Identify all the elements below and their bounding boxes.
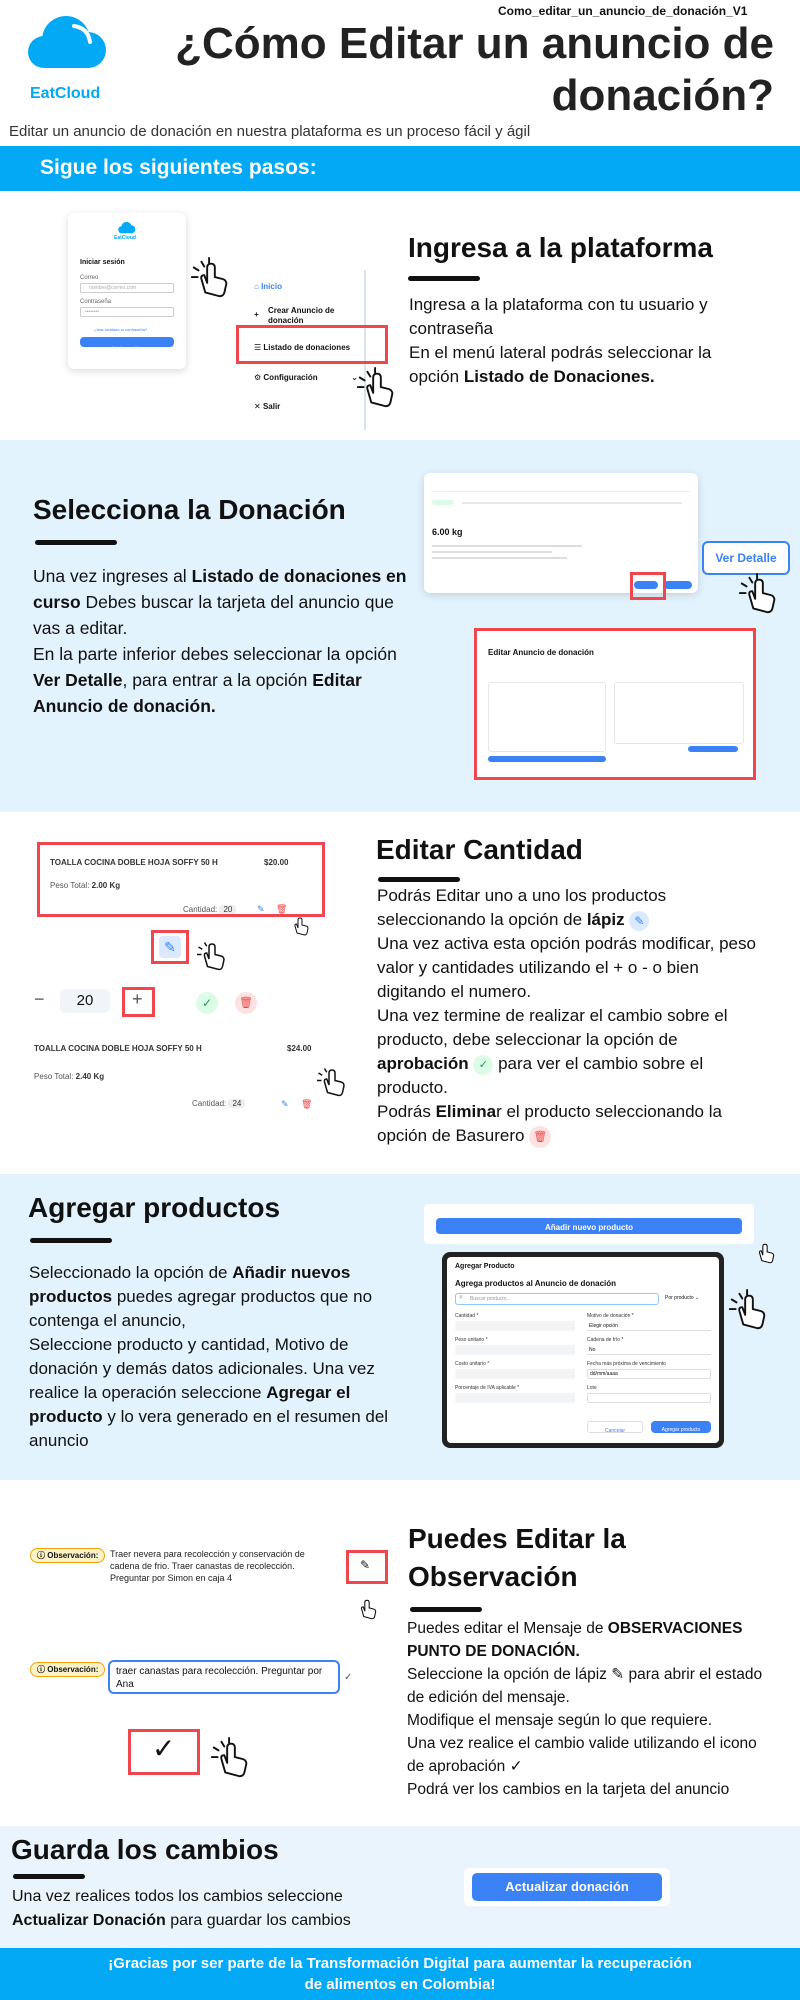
- fecha-field[interactable]: [587, 1369, 711, 1379]
- costo-field[interactable]: [455, 1369, 575, 1379]
- product1-weight-label: Peso Total:: [50, 881, 90, 890]
- search-filter-label: Por producto: [665, 1295, 694, 1301]
- step1-text2: [409, 341, 749, 389]
- step4-t1-bold: Añadir nuevos productos: [29, 1263, 351, 1306]
- product1-name: TOALLA COCINA DOBLE HOJA SOFFY 50 H: [50, 858, 218, 867]
- step5-t2-plain: Seleccione la opción de lápiz: [407, 1666, 612, 1683]
- step6-text: [12, 1885, 372, 1933]
- lote-label: Lote: [587, 1385, 597, 1391]
- step5-title-line1: Puedes Editar la: [408, 1523, 626, 1554]
- doc-id: Como_editar_un_anuncio_de_donación_V1: [498, 4, 748, 18]
- menu-item-config[interactable]: [254, 373, 358, 382]
- password-label: Contraseña: [80, 299, 112, 305]
- menu-inicio-label: Inicio: [261, 282, 282, 291]
- modal-title: Agregar Producto: [455, 1263, 515, 1270]
- obs-text-1: Traer nevera para recolección y conservación de cadena de frio. Traer canastas de recolección. Preguntar por Simon en caja 4: [110, 1549, 305, 1583]
- step2-t3: En la parte inferior debes seleccionar la opción: [33, 644, 397, 664]
- add-product-bar: [424, 1204, 754, 1244]
- menu-salir-label: Salir: [262, 402, 281, 411]
- product2-qty-label: Cantidad:: [192, 1099, 227, 1108]
- step3-p3-bold: aprobación: [377, 1054, 469, 1073]
- email-label: Correo: [80, 275, 99, 281]
- step4-text: [29, 1261, 409, 1453]
- product1-pencil-icon[interactable]: ✎: [257, 904, 265, 914]
- edit-form-summary: [614, 682, 744, 744]
- obs-check-small-icon: ✓: [344, 1672, 353, 1683]
- cadena-value: No: [589, 1347, 596, 1353]
- page-title-line1: ¿Cómo Editar un anuncio de: [175, 19, 774, 68]
- product1-qty-value: 20: [219, 905, 236, 914]
- step5-text: [407, 1617, 769, 1801]
- pointing-hand-icon-8: [726, 1288, 772, 1334]
- step3-p3-plain: Una vez termine de realizar el cambio sobre el producto, debe seleccionar la opción de: [377, 1006, 728, 1049]
- login-heading: Iniciar sesión: [80, 259, 125, 266]
- footer-line1: ¡Gracias por ser parte de la Transformación Digital para aumentar la recuperación: [108, 1955, 692, 1972]
- login-submit-button[interactable]: [80, 337, 174, 352]
- modal-cancel-button[interactable]: [587, 1421, 643, 1433]
- page-title-line2: donación?: [551, 71, 774, 120]
- product2-name: TOALLA COCINA DOBLE HOJA SOFFY 50 H: [34, 1044, 202, 1053]
- stepper-value: 20: [76, 992, 94, 1009]
- step2-underline: [35, 540, 117, 545]
- trash-icon: 🗑: [239, 997, 253, 1009]
- step3-p4-bold: Elimina: [435, 1102, 497, 1121]
- password-placeholder: ••••••••: [85, 309, 100, 315]
- list-icon: ☰: [254, 343, 264, 352]
- product1-qty: [183, 905, 236, 914]
- add-product-modal: [447, 1257, 719, 1443]
- step3-text: [377, 884, 767, 1148]
- cantidad-field[interactable]: [455, 1321, 575, 1331]
- close-icon: ✕: [254, 402, 263, 411]
- page-title: [154, 18, 774, 122]
- product2-pencil-icon[interactable]: ✎: [281, 1099, 289, 1109]
- step3-p3-tail: para ver el cambio sobre el producto.: [377, 1054, 704, 1097]
- status-track: [462, 502, 682, 504]
- step5-t1-bold: OBSERVACIONES PUNTO DE DONACIÓN.: [407, 1620, 743, 1660]
- delete-trash-button[interactable]: [235, 992, 257, 1014]
- step5-t3: Modifique el mensaje según lo que requiere.: [407, 1712, 713, 1729]
- cantidad-label: Cantidad *: [455, 1313, 479, 1319]
- modal-agregar-button[interactable]: [651, 1421, 711, 1433]
- step5-t2-tail: para abrir el estado de edición del mensaje.: [407, 1666, 763, 1706]
- steps-banner: [0, 146, 800, 191]
- step1-text2-plain: En el menú lateral podrás seleccionar la opción: [409, 343, 712, 386]
- fecha-label: Fecha más próxima de vencimiento: [587, 1361, 666, 1367]
- step4-title: Agregar productos: [28, 1192, 281, 1223]
- step3-p1-bold: lápiz: [586, 910, 625, 929]
- obs-text-2: traer canastas para recolección. Preguntar por Ana: [116, 1666, 323, 1690]
- search-placeholder: Buscar producto...: [470, 1296, 511, 1302]
- step1-text2-bold: Listado de Donaciones.: [463, 367, 655, 386]
- trash-inline-icon: 🗑: [529, 1126, 551, 1148]
- step2-t4-bold: Editar Anuncio de donación.: [33, 670, 362, 716]
- motivo-select[interactable]: [587, 1321, 711, 1331]
- porcentaje-label: Porcentaje de IVA aplicable *: [455, 1385, 520, 1391]
- search-icon: ⌕: [459, 1294, 463, 1301]
- pointing-hand-icon-7: [752, 1240, 778, 1266]
- motivo-label: Motivo de donación *: [587, 1313, 634, 1319]
- product2-qty-value: 24: [228, 1099, 245, 1108]
- step3-p4-a: Podrás: [377, 1102, 436, 1121]
- pencil-edit-button[interactable]: [159, 936, 181, 958]
- step5-underline: [410, 1607, 482, 1612]
- info-icon-2: ⓘ: [37, 1665, 48, 1674]
- product2-trash-icon[interactable]: 🗑: [301, 1099, 313, 1109]
- obs-badge-1: [30, 1548, 105, 1563]
- step1-text: [409, 293, 749, 389]
- pointing-hand-icon-10: [208, 1736, 254, 1782]
- check-inline-icon-2: ✓: [509, 1758, 523, 1775]
- step1-underline: [408, 276, 480, 281]
- actualizar-donacion-button[interactable]: [472, 1873, 662, 1901]
- menu-listado-label: Listado de donaciones: [263, 343, 351, 352]
- step6-underline: [13, 1874, 85, 1879]
- ver-detalle-button[interactable]: [702, 541, 790, 575]
- step6-t1-bold: Actualizar Donación: [12, 1912, 166, 1929]
- product-search-input[interactable]: [455, 1293, 659, 1305]
- login-brand: EatCloud: [114, 235, 136, 241]
- step3-p4-b: r el producto seleccionando la opción de Basurero: [377, 1102, 722, 1145]
- lote-field[interactable]: [587, 1393, 711, 1403]
- step3-p1-plain: Podrás Editar uno a uno los productos seleccionando la opción de: [377, 886, 667, 929]
- step5-t1-plain: Puedes editar el Mensaje de: [407, 1620, 608, 1637]
- obs-label-2: Observación:: [47, 1665, 99, 1674]
- pointing-hand-icon-2: [354, 366, 400, 412]
- product1-price: $20.00: [264, 858, 289, 867]
- pencil-icon: ✎: [164, 939, 176, 955]
- menu-crear-label: Crear Anuncio de donación: [268, 306, 335, 325]
- modal-heading: Agrega productos al Anuncio de donación: [455, 1279, 617, 1288]
- step5-t4-plain: Una vez realice el cambio valide utilizando el icono de aprobación: [407, 1735, 757, 1775]
- pointing-hand-icon: [188, 256, 234, 302]
- step4-t1: Seleccionado la opción de: [29, 1263, 233, 1282]
- pointing-hand-icon-3: [736, 572, 782, 618]
- product1-trash-icon[interactable]: 🗑: [276, 904, 288, 914]
- mini-cloud-icon: [116, 221, 138, 235]
- card-divider: [432, 491, 690, 492]
- product1-weight-value: 2.00 Kg: [91, 881, 121, 890]
- obs-approve-button[interactable]: ✓: [152, 1733, 176, 1764]
- info-icon: ⓘ: [37, 1551, 48, 1560]
- add-new-product-label: Añadir nuevo producto: [545, 1223, 633, 1232]
- pencil-inline-icon: ✎: [629, 911, 649, 931]
- approve-check-button[interactable]: [196, 992, 218, 1014]
- highlight-listado: [236, 325, 388, 364]
- ver-detalle-label: Ver Detalle: [715, 551, 777, 565]
- step3-p4: [377, 1100, 767, 1148]
- step2-text: [33, 563, 423, 719]
- step6-t1: Una vez realices todos los cambios seleccione: [12, 1888, 343, 1905]
- edit-form-add-bar[interactable]: [488, 756, 606, 762]
- step5-t5: Podrá ver los cambios en la tarjeta del anuncio: [407, 1781, 730, 1798]
- product2-weight: [34, 1072, 104, 1081]
- stepper-value-field[interactable]: [60, 989, 110, 1013]
- card-status-row: [432, 499, 690, 507]
- cloud-logo-icon: [26, 12, 110, 76]
- pointing-hand-icon-4: [288, 914, 312, 938]
- pointing-hand-icon-9: [354, 1596, 380, 1622]
- cadena-label: Cadena de frío *: [587, 1337, 624, 1343]
- brand-name: EatCloud: [30, 85, 101, 102]
- chevron-down-icon: ⌄: [351, 373, 358, 382]
- product2-weight-value: 2.40 Kg: [75, 1072, 105, 1081]
- obs-edit-textarea[interactable]: [108, 1660, 340, 1694]
- step4-t4: y lo vera generado en el resumen del anuncio: [29, 1407, 389, 1450]
- obs-pencil-button[interactable]: ✎: [360, 1558, 371, 1572]
- home-icon: ⌂: [254, 282, 262, 291]
- step2-title: Selecciona la Donación: [33, 494, 346, 525]
- stepper-minus-button[interactable]: −: [34, 989, 45, 1009]
- add-new-product-button[interactable]: [436, 1218, 742, 1234]
- modal-agregar-label: Agregar producto: [661, 1427, 701, 1433]
- forgot-link[interactable]: ¿Has olvidado tu contraseña?: [94, 327, 148, 332]
- footer-line2: de alimentos en Colombia!: [304, 1976, 496, 1993]
- step4-t3: Seleccione producto y cantidad, Motivo de donación y demás datos adicionales. Una vez realice la operación seleccione: [29, 1335, 375, 1402]
- obs-label-1: Observación:: [47, 1551, 99, 1560]
- porcentaje-field[interactable]: [455, 1393, 575, 1403]
- update-button-wrap: [464, 1868, 670, 1906]
- eatcloud-logo: [26, 12, 110, 102]
- stepper-plus-button[interactable]: +: [132, 989, 143, 1009]
- card-other-button[interactable]: [664, 581, 692, 589]
- step6-title: Guarda los cambios: [11, 1834, 279, 1865]
- status-dot: [432, 500, 454, 505]
- pointing-hand-icon-5: [194, 938, 230, 974]
- pointing-hand-icon-6: [314, 1064, 350, 1100]
- product2-weight-label: Peso Total:: [34, 1072, 74, 1081]
- edit-form-products: [488, 682, 606, 752]
- email-field[interactable]: [80, 283, 174, 293]
- footer-banner: [0, 1948, 800, 2000]
- product1-weight: [50, 881, 120, 890]
- highlight-ver-detalle: [630, 572, 666, 600]
- check-icon: ✓: [201, 996, 213, 1010]
- fecha-value: dd/mm/aaaa: [590, 1371, 618, 1377]
- email-placeholder: nombre@correo.com: [89, 285, 137, 291]
- product1-qty-label: Cantidad:: [183, 905, 218, 914]
- product2-price: $24.00: [287, 1044, 312, 1053]
- edit-form-mockup: [488, 638, 744, 770]
- step1-text1: Ingresa a la plataforma con tu usuario y contraseña: [409, 295, 708, 338]
- peso-field[interactable]: [455, 1345, 575, 1355]
- cadena-select[interactable]: [587, 1345, 711, 1355]
- step5-t2: [407, 1663, 769, 1709]
- step3-title: Editar Cantidad: [376, 834, 583, 865]
- step2-t1: Una vez ingreses al: [33, 566, 192, 586]
- step5-title-line2: Observación: [408, 1561, 578, 1592]
- peso-label: Peso unitario *: [455, 1337, 488, 1343]
- step3-p1: [377, 884, 767, 932]
- card-weight: 6.00 kg: [432, 527, 463, 537]
- step2-t3-bold: Ver Detalle: [33, 670, 123, 690]
- card-lines: [432, 545, 582, 559]
- menu-item-crear[interactable]: [254, 306, 350, 326]
- step1-title: Ingresa a la plataforma: [408, 232, 714, 263]
- menu-item-inicio[interactable]: [254, 282, 282, 291]
- costo-label: Costo unitario *: [455, 1361, 490, 1367]
- motivo-value: Elegir opción: [589, 1323, 618, 1329]
- gear-icon: ⚙: [254, 373, 264, 382]
- edit-form-heading: Editar Anuncio de donación: [488, 648, 594, 657]
- step3-underline: [378, 877, 460, 882]
- menu-item-salir[interactable]: [254, 402, 280, 411]
- actualizar-donacion-label: Actualizar donación: [505, 1879, 629, 1894]
- step6-t2: para guardar los cambios: [165, 1912, 351, 1929]
- password-field[interactable]: [80, 307, 174, 317]
- login-submit-label: Iniciar sesión: [112, 346, 142, 352]
- search-filter-select[interactable]: Por producto ⌄: [665, 1295, 700, 1301]
- edit-form-update-mini[interactable]: [688, 746, 738, 752]
- step3-p2: Una vez activa esta opción podrás modificar, peso valor y cantidades utilizando el + o - o bien digitando el numero.: [377, 934, 756, 1001]
- step2-t1-bold: Listado de donaciones en curso: [33, 566, 407, 612]
- step5-t1: [407, 1617, 769, 1663]
- add-product-modal-frame: [442, 1252, 724, 1448]
- step2-t2: Debes buscar la tarjeta del anuncio que vas a editar.: [33, 592, 394, 638]
- obs-badge-2: [30, 1662, 105, 1677]
- step4-t2: puedes agregar productos que no contenga el anuncio,: [29, 1287, 373, 1330]
- step3-p3: [377, 1004, 767, 1100]
- step4-underline: [30, 1238, 112, 1243]
- login-mockup: [68, 213, 186, 369]
- modal-cancel-label: Cancelar: [604, 1428, 625, 1434]
- check-inline-icon: ✓: [473, 1055, 493, 1075]
- step2-t4: , para entrar a la opción: [122, 670, 313, 690]
- obs-card-1: [30, 1548, 340, 1602]
- menu-config-label: Configuración: [263, 373, 318, 382]
- step5-t4: [407, 1732, 769, 1778]
- steps-banner-text: Sigue los siguientes pasos:: [40, 156, 317, 179]
- page-subtitle: Editar un anuncio de donación en nuestra plataforma es un proceso fácil y ágil: [9, 123, 531, 140]
- step5-title: [408, 1520, 626, 1596]
- pencil-inline-icon-2: ✎: [611, 1666, 625, 1683]
- plus-icon: +: [254, 310, 259, 319]
- step4-t3-bold: Agregar el producto: [29, 1383, 351, 1426]
- product2-qty: [192, 1099, 245, 1108]
